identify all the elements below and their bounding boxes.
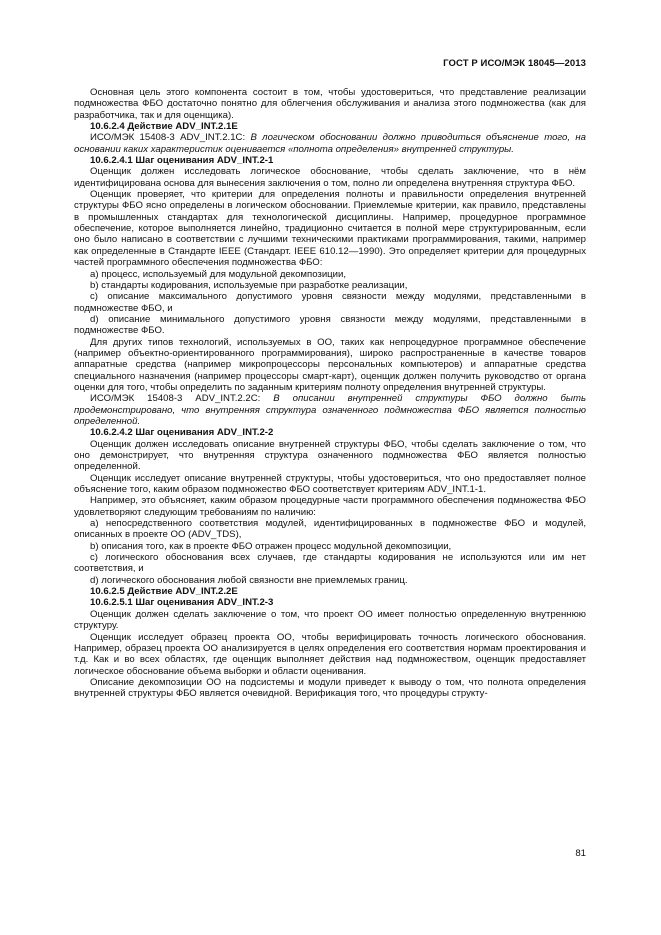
paragraph: Оценщик исследует описание внутренней структуры, чтобы удостовериться, что оно предоставляет полное объяснение того, каким образом подмножество ФБО соответствует критериям ADV_INT.1-1.: [74, 472, 586, 496]
paragraph: Оценщик проверяет, что критерии для определения полноты и правильности определения внутренней структуры ФБО ясно определены в логическом обосновании. Приемлемые критерии, как правило, представлены в промышленных стандартах для технологической дисциплины. Например, процедурное программное обеспечение, которое выполняется линейно, традиционно считается в полной мере структурированным, если оно было написано в соответствии с лучшими техническими практиками программирования, такими, например как определенные в Стандарте IEEE (Стандарт. IEEE 610.12—1990). Это определяет критерии для процедурных частей программного обеспечения подмножества ФБО:: [74, 189, 586, 269]
list-item: a) процесс, используемый для модульной декомпозиции,: [90, 268, 347, 280]
section-heading: 10.6.2.5 Действие ADV_INT.2.2E: [90, 586, 238, 598]
iso-requirement-ref: ИСО/МЭК 15408-3 ADV_INT.2.1C:: [90, 132, 251, 144]
paragraph: Например, это объясняет, каким образом процедурные части программного обеспечения подмножества ФБО удовлетворяют следующим требованиям по наличию:: [74, 495, 586, 518]
paragraph: Оценщик исследует образец проекта ОО, чтобы верифицировать точность логического обоснования. Например, образец проекта ОО анализируется в целях определения его соответствия нормам проектирования и т.д. Как и во всех областях, где оценщик выполняет действия над подмножеством, оценщик предоставляет логическое обоснование объема выборки и области оценивания.: [74, 631, 586, 677]
list-item: c) описание максимального допустимого уровня связности между модулями, представленными в подмножестве ФБО, и: [74, 291, 586, 314]
list-item: b) описания того, как в проекте ФБО отражен процесс модульной декомпозиции,: [90, 540, 452, 552]
page-number: 81: [575, 848, 586, 859]
section-heading: 10.6.2.5.1 Шаг оценивания ADV_INT.2-3: [90, 597, 274, 609]
paragraph: Оценщик должен исследовать логическое обоснование, чтобы сделать заключение, что в нём идентифицирована основа для вынесения заключения о том, полно ли определена внутренняя структура ФБО.: [74, 166, 586, 189]
paragraph: Оценщик должен исследовать описание внутренней структуры ФБО, чтобы сделать заключение о том, что оно демонстрирует, что внутренняя структура означенного подмножества ФБО является полностью определенной.: [74, 438, 586, 473]
paragraph: Оценщик должен сделать заключение о том, что проект ОО имеет полностью определенную внутреннюю структуру.: [74, 608, 586, 632]
list-item: a) непосредственного соответствия модулей, идентифицированных в подмножестве ФБО и модулей, описанных в проекте ОО (ADV_TDS),: [74, 518, 586, 541]
list-item: b) стандарты кодирования, используемые при разработке реализации,: [90, 279, 408, 291]
iso-requirement-text: В логическом обосновании должно приводиться объяснение того, на основании каких характеристик оценивается «полнота определения» внутренней структуры.: [74, 132, 586, 155]
iso-requirement-text: В описании внутренней структуры ФБО должно быть продемонстрировано, что внутренняя структура означенного подмножества ФБО является полностью определенной.: [74, 393, 586, 427]
list-item: d) логического обоснования любой связности вне приемлемых границ.: [90, 574, 408, 586]
section-heading: 10.6.2.4.2 Шаг оценивания ADV_INT.2-2: [90, 427, 274, 439]
paragraph: Описание декомпозиции ОО на подсистемы и модули приведет к выводу о том, что полнота определения внутренней структуры ФБО является очевидной. Верификация того, что процедуры структу-: [74, 676, 586, 700]
iso-requirement: [74, 393, 586, 427]
list-item: d) описание минимального допустимого уровня связности между модулями, представленными в подмножестве ФБО.: [74, 313, 586, 337]
iso-requirement-ref: ИСО/МЭК 15408-3 ADV_INT.2.2C:: [90, 393, 274, 405]
section-heading: 10.6.2.4.1 Шаг оценивания ADV_INT.2-1: [90, 155, 274, 167]
section-heading: 10.6.2.4 Действие ADV_INT.2.1E: [90, 121, 238, 133]
list-item: c) логического обоснования всех случаев, где стандарты кодирования не используются или им нет соответствия, и: [74, 552, 586, 575]
paragraph: Основная цель этого компонента состоит в том, чтобы удостовериться, что представление реализации подмножества ФБО достаточно понятно для облегчения обслуживания и анализа этого подмножества (как для разработчика, так и для оценщика).: [74, 87, 586, 121]
page-header-standard-title: ГОСТ Р ИСО/МЭК 18045—2013: [443, 58, 586, 69]
paragraph: Для других типов технологий, используемых в ОО, таких как непроцедурное программное обеспечение (например объектно-ориентированного программирования), широко распространенные в качестве товаров аппаратные средства (например микропроцессоры персональных компьютеров) и аппаратные средства специального назначения (например процессоры смарт-карт), оценщик должен получить руководство от органа оценки для того, чтобы определить по заданным критериям полноту определения внутренней структуры.: [74, 336, 586, 393]
body-text: [74, 87, 586, 700]
iso-requirement: [74, 132, 586, 155]
